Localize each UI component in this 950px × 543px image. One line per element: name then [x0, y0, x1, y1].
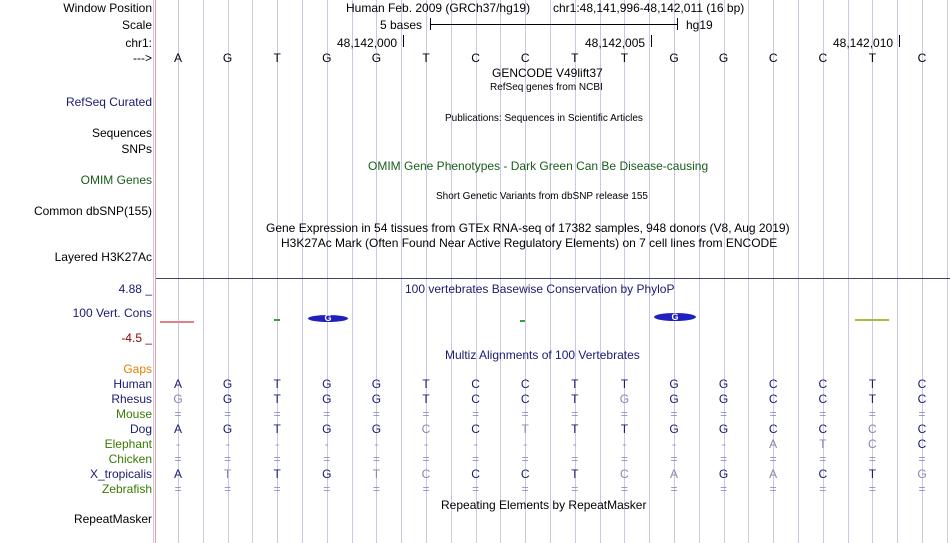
cons-min-label: -4.5 _ [121, 331, 152, 345]
alignment-base: = [323, 452, 331, 466]
alignment-base: = [819, 452, 827, 466]
alignment-base: T [273, 467, 281, 481]
alignment-base: = [174, 482, 182, 496]
alignment-base: = [422, 407, 430, 421]
grid-line [302, 0, 303, 543]
repeatmasker-desc: Repeating Elements by RepeatMasker [441, 498, 647, 512]
cons-bar-negative [160, 321, 194, 323]
scale-db-text: hg19 [686, 18, 713, 32]
alignment-base: T [223, 467, 232, 481]
alignment-base: = [472, 452, 480, 466]
alignment-base: C [917, 392, 927, 406]
species-label[interactable]: Human [113, 377, 152, 391]
dbsnp-desc: Short Genetic Variants from dbSNP release 155 [436, 191, 648, 202]
alignment-base: - [622, 437, 627, 451]
alignment-base: T [620, 377, 629, 391]
logo-letter-2: G [654, 313, 696, 321]
sequence-base: T [273, 51, 281, 65]
alignment-base: = [372, 452, 380, 466]
dbsnp-label[interactable]: Common dbSNP(155) [33, 204, 152, 218]
grid-line [748, 0, 749, 543]
alignment-base: = [918, 452, 926, 466]
alignment-base: C [471, 392, 480, 406]
alignment-base: - [176, 437, 180, 451]
sequence-base: C [917, 51, 927, 65]
alignment-base: = [323, 407, 331, 421]
alignment-base: G [222, 392, 233, 406]
cons-bar-positive [855, 319, 889, 321]
alignment-base: T [868, 392, 877, 406]
alignment-base: = [769, 482, 777, 496]
sequences-label[interactable]: Sequences [91, 126, 152, 140]
alignment-base: C [868, 422, 877, 436]
alignment-base: G [222, 422, 233, 436]
alignment-base: = [472, 482, 480, 496]
alignment-base: = [670, 407, 678, 421]
alignment-base: = [372, 407, 380, 421]
alignment-base: C [520, 392, 530, 406]
alignment-base: = [720, 482, 728, 496]
alignment-base: C [520, 377, 530, 391]
alignment-base: = [620, 482, 628, 496]
alignment-base: T [422, 392, 430, 406]
grid-line [252, 0, 253, 543]
alignment-base: = [571, 482, 579, 496]
alignment-base: C [818, 392, 828, 406]
species-label[interactable]: Mouse [115, 407, 152, 421]
alignment-base: G [173, 392, 183, 406]
alignment-base: = [620, 407, 628, 421]
sequence-base: T [620, 51, 629, 65]
alignment-base: T [372, 467, 381, 481]
alignment-base: C [917, 422, 927, 436]
alignment-base: T [571, 422, 579, 436]
alignment-base: G [669, 422, 679, 436]
alignment-base: = [620, 452, 628, 466]
cons-max-label: 4.88 _ [118, 282, 152, 296]
alignment-base: - [225, 437, 230, 451]
cons-bar-small-2 [520, 320, 525, 322]
alignment-base: = [868, 452, 876, 466]
grid-line [352, 0, 353, 543]
alignment-base: G [322, 467, 332, 481]
alignment-base: C [620, 467, 629, 481]
alignment-base: T [422, 377, 430, 391]
grid-line [401, 0, 402, 543]
alignment-base: C [471, 467, 480, 481]
alignment-base: A [769, 467, 778, 481]
species-label[interactable]: X_tropicalis [89, 467, 152, 481]
alignment-base: T [868, 467, 877, 481]
grid-line [897, 0, 898, 543]
sequence-base: C [768, 51, 778, 65]
alignment-base: G [322, 377, 332, 391]
alignment-base: G [222, 377, 233, 391]
alignment-base: = [819, 482, 827, 496]
alignment-base: G [917, 467, 927, 481]
alignment-base: = [273, 482, 281, 496]
alignment-base: - [721, 437, 726, 451]
multiz-desc: Multiz Alignments of 100 Vertebrates [445, 348, 640, 362]
alignment-base: = [769, 452, 777, 466]
alignment-base: T [571, 392, 579, 406]
alignment-base: = [174, 407, 182, 421]
alignment-base: T [620, 422, 629, 436]
repeatmasker-label[interactable]: RepeatMasker [73, 512, 152, 526]
alignment-base: = [174, 452, 182, 466]
gaps-label[interactable]: Gaps [123, 362, 152, 376]
alignment-base: C [768, 377, 778, 391]
alignment-base: C [818, 422, 828, 436]
grid-line [798, 0, 799, 543]
alignment-base: T [571, 377, 579, 391]
alignment-base: G [718, 377, 729, 391]
strand-label[interactable]: ---> [133, 51, 152, 65]
alignment-base: = [422, 452, 430, 466]
track-image-area[interactable] [156, 0, 950, 543]
alignment-base: T [868, 377, 877, 391]
alignment-base: - [374, 437, 379, 451]
track-separator [156, 278, 950, 279]
alignment-base: C [471, 377, 480, 391]
alignment-base: = [372, 482, 380, 496]
alignment-base: T [273, 392, 281, 406]
alignment-base: = [273, 452, 281, 466]
scale-text: 5 bases [380, 18, 423, 32]
omim-desc: OMIM Gene Phenotypes - Dark Green Can Be Disease-causing [368, 159, 709, 173]
alignment-base: = [769, 407, 777, 421]
alignment-base: G [322, 392, 332, 406]
sequence-base: T [422, 51, 430, 65]
alignment-base: T [273, 377, 281, 391]
position-text: chr1:48,141,996-48,142,011 (16 bp) [553, 1, 745, 15]
logo-letter-1: G [308, 315, 348, 322]
sequence-base: T [868, 51, 877, 65]
cons-label[interactable]: 100 Vert. Cons [72, 306, 152, 320]
species-label[interactable]: Rhesus [111, 392, 152, 406]
alignment-base: A [173, 467, 182, 481]
alignment-base: = [670, 452, 678, 466]
species-label[interactable]: Zebrafish [101, 482, 152, 496]
alignment-base: C [868, 437, 877, 451]
sequence-base: G [371, 51, 382, 65]
alignment-base: C [520, 467, 530, 481]
alignment-base: = [670, 482, 678, 496]
alignment-base: - [424, 437, 428, 451]
publications-desc: Publications: Sequences in Scientific Articles [445, 113, 643, 124]
alignment-base: C [917, 437, 927, 451]
alignment-base: C [768, 422, 778, 436]
assembly-text: Human Feb. 2009 (GRCh37/hg19) [346, 1, 531, 15]
sequence-base: C [471, 51, 480, 65]
sequence-base: C [818, 51, 828, 65]
alignment-base: = [571, 452, 579, 466]
sequence-base: G [222, 51, 233, 65]
omim-label[interactable]: OMIM Genes [80, 173, 152, 187]
alignment-base: - [473, 437, 478, 451]
gencode-title[interactable]: GENCODE V49lift37 [492, 66, 603, 80]
alignment-base: T [571, 467, 579, 481]
h3k27ac-label[interactable]: Layered H3K27Ac [54, 250, 152, 264]
alignment-base: = [273, 407, 281, 421]
ruler-tick-1 [403, 35, 404, 47]
grid-line [699, 0, 700, 543]
alignment-base: A [173, 422, 182, 436]
alignment-base: = [521, 452, 529, 466]
sequence-base: G [322, 51, 332, 65]
species-label[interactable]: Chicken [108, 452, 152, 466]
phylop-desc: 100 vertebrates Basewise Conservation by PhyloP [405, 282, 675, 296]
alignment-base: = [571, 407, 579, 421]
alignment-base: - [275, 437, 280, 451]
sequence-base: C [520, 51, 530, 65]
alignment-base: T [819, 437, 827, 451]
alignment-base: G [669, 392, 679, 406]
grid-line [947, 0, 948, 543]
grid-line [649, 0, 650, 543]
scale-bar-right-tick [677, 18, 678, 30]
alignment-base: = [472, 407, 480, 421]
alignment-base: C [768, 392, 778, 406]
alignment-base: - [523, 437, 528, 451]
alignment-base: C [471, 422, 480, 436]
alignment-base: C [818, 377, 828, 391]
alignment-base: G [669, 377, 679, 391]
alignment-base: C [818, 467, 828, 481]
alignment-base: G [619, 392, 630, 406]
alignment-base: = [720, 452, 728, 466]
alignment-base: - [572, 437, 577, 451]
species-label[interactable]: Dog [129, 422, 152, 436]
scale-label: Scale [121, 18, 152, 32]
sequence-base: T [571, 51, 579, 65]
alignment-base: = [422, 482, 430, 496]
alignment-base: - [672, 437, 676, 451]
alignment-base: A [669, 467, 678, 481]
alignment-base: G [718, 392, 729, 406]
ruler-tick-3 [899, 35, 900, 47]
species-label[interactable]: Elephant [104, 437, 152, 451]
alignment-base: = [868, 407, 876, 421]
gtex-desc: Gene Expression in 54 tissues from GTEx RNA-seq of 17382 samples, 948 donors (V8, Aug 2019) [266, 221, 790, 235]
alignment-base: = [224, 407, 232, 421]
alignment-base: = [720, 407, 728, 421]
alignment-base: G [371, 422, 382, 436]
grid-line [848, 0, 849, 543]
h3k27ac-desc: H3K27Ac Mark (Often Found Near Active Regulatory Elements) on 7 cell lines from ENCODE [281, 236, 778, 250]
alignment-base: = [819, 407, 827, 421]
ruler-label-1: 48,142,000 [337, 36, 398, 50]
grid-line [203, 0, 204, 543]
sequence-base: G [718, 51, 729, 65]
alignment-base: - [324, 437, 329, 451]
alignment-base: G [322, 422, 332, 436]
alignment-base: A [173, 377, 182, 391]
track-label-column [0, 0, 155, 543]
ruler-tick-2 [651, 35, 652, 47]
alignment-base: C [917, 377, 927, 391]
alignment-base: T [521, 422, 529, 436]
sequence-base: G [669, 51, 679, 65]
snps-label[interactable]: SNPs [121, 142, 152, 156]
scale-bar-line [430, 24, 678, 25]
ruler-label-2: 48,142,005 [585, 36, 646, 50]
window-position-label: Window Position [63, 1, 152, 15]
alignment-base: G [718, 422, 729, 436]
grid-line [451, 0, 452, 543]
alignment-base: = [918, 407, 926, 421]
alignment-base: C [421, 422, 431, 436]
sequence-base: A [173, 51, 182, 65]
alignment-base: = [868, 482, 876, 496]
grid-line [153, 0, 154, 543]
alignment-base: = [521, 407, 529, 421]
ruler-label-3: 48,142,010 [833, 36, 894, 50]
alignment-base: = [323, 482, 331, 496]
alignment-base: = [224, 482, 232, 496]
alignment-base: A [769, 437, 778, 451]
refseq-label[interactable]: RefSeq Curated [65, 95, 152, 109]
chr-label: chr1: [125, 36, 152, 50]
cons-bar-small [274, 319, 280, 321]
alignment-base: = [918, 482, 926, 496]
alignment-base: G [371, 377, 382, 391]
alignment-base: T [273, 422, 281, 436]
alignment-base: G [371, 392, 382, 406]
refseq-desc: RefSeq genes from NCBI [490, 82, 603, 93]
alignment-base: C [421, 467, 431, 481]
alignment-base: = [521, 482, 529, 496]
alignment-base: G [718, 467, 729, 481]
alignment-base: = [224, 452, 232, 466]
